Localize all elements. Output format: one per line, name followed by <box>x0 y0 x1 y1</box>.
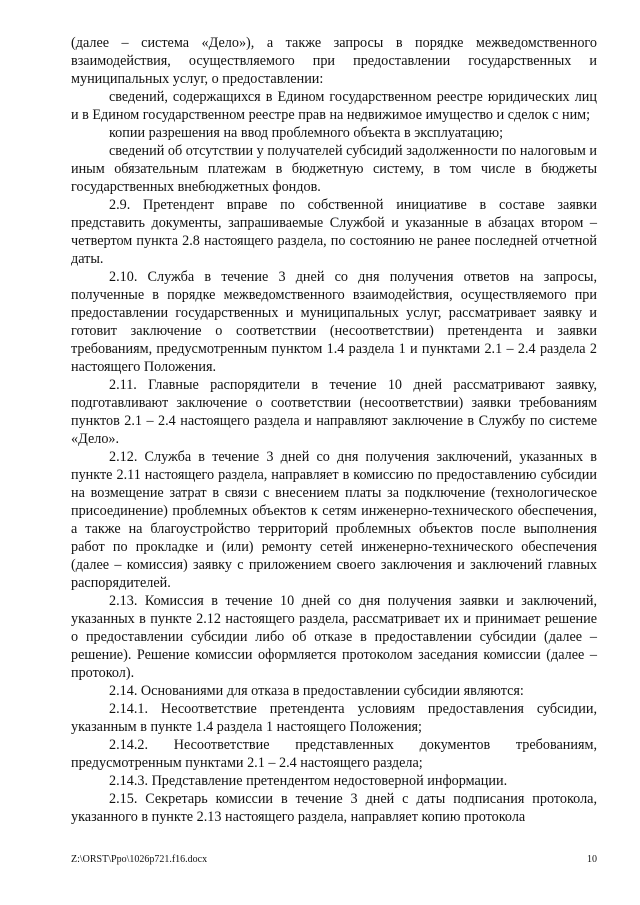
paragraph: 2.14.3. Представление претендентом недостоверной информации. <box>109 773 508 789</box>
paragraph: 2.13. Комиссия в течение 10 дней со дня получения заявки и заключений, указанных в пункте 2.12 настоящего раздела, рассматривает их и принимает решение о предоставлении субсидии либо об отказе в предоставлении субсидии (далее – решение). Решение комиссии оформляется протоколом заседания комиссии (далее – протокол). <box>71 593 597 681</box>
file-path: Z:\ORST\Ppo\1026p721.f16.docx <box>71 854 208 865</box>
document-body <box>71 34 597 826</box>
paragraph: 2.12. Служба в течение 3 дней со дня получения заключений, указанных в пункте 2.11 настоящего раздела, направляет в комиссию по предоставлению субсидии на возмещение затрат в связи с внесением платы за подключение (технологическое присоединение) проблемных объектов к сетям инженерно-технического обеспечения, а также на благоустройство территорий проблемных объектов после выполнения работ по прокладке и (или) ремонту сетей инженерно-технического обеспечения (далее – комиссия) заявку с приложением своего заключения и заключений главных распорядителей. <box>71 449 597 591</box>
paragraph: 2.9. Претендент вправе по собственной инициативе в составе заявки представить документы, запрашиваемые Службой и указанные в абзацах втором – четвертом пункта 2.8 настоящего раздела, по состоянию не ранее последней отчетной даты. <box>71 197 597 267</box>
paragraph: 2.14.2. Несоответствие представленных документов требованиям, предусмотренным пунктами 2.1 – 2.4 настоящего раздела; <box>71 737 597 771</box>
paragraph: 2.14.1. Несоответствие претендента условиям предоставления субсидии, указанным в пункте 1.4 раздела 1 настоящего Положения; <box>71 701 597 735</box>
paragraph: копии разрешения на ввод проблемного объекта в эксплуатацию; <box>109 125 504 141</box>
page-number: 10 <box>587 854 597 865</box>
paragraph: (далее – система «Дело»), а также запросы в порядке межведомственного взаимодействия, осуществляемого при предоставлении государственных и муниципальных услуг, о предоставлении: <box>71 35 597 87</box>
paragraph: 2.11. Главные распорядители в течение 10 дней рассматривают заявку, подготавливают заключение о соответствии (несоответствии) заявки требованиям пунктов 2.1 – 2.4 настоящего раздела и направляют заключение в Службу по системе «Дело». <box>71 377 597 447</box>
paragraph: 2.15. Секретарь комиссии в течение 3 дней с даты подписания протокола, указанного в пункте 2.13 настоящего раздела, направляет копию протокола <box>71 791 597 825</box>
paragraph: 2.14. Основаниями для отказа в предоставлении субсидии являются: <box>109 683 524 699</box>
paragraph: 2.10. Служба в течение 3 дней со дня получения ответов на запросы, полученные в порядке межведомственного взаимодействия, осуществляемого при предоставлении государственных и муниципальных услуг, рассматривает заявку и готовит заключение о соответствии (несоответствии) претендента и заявки требованиям, предусмотренным пунктом 1.4 раздела 1 и пунктами 2.1 – 2.4 раздела 2 настоящего Положения. <box>71 269 597 375</box>
paragraph: сведений, содержащихся в Едином государственном реестре юридических лиц и в Едином государственном реестре прав на недвижимое имущество и сделок с ним; <box>71 89 597 123</box>
paragraph: сведений об отсутствии у получателей субсидий задолженности по налоговым и иным обязательным платежам в бюджетную систему, в том числе в бюджеты государственных внебюджетных фондов. <box>71 143 597 195</box>
